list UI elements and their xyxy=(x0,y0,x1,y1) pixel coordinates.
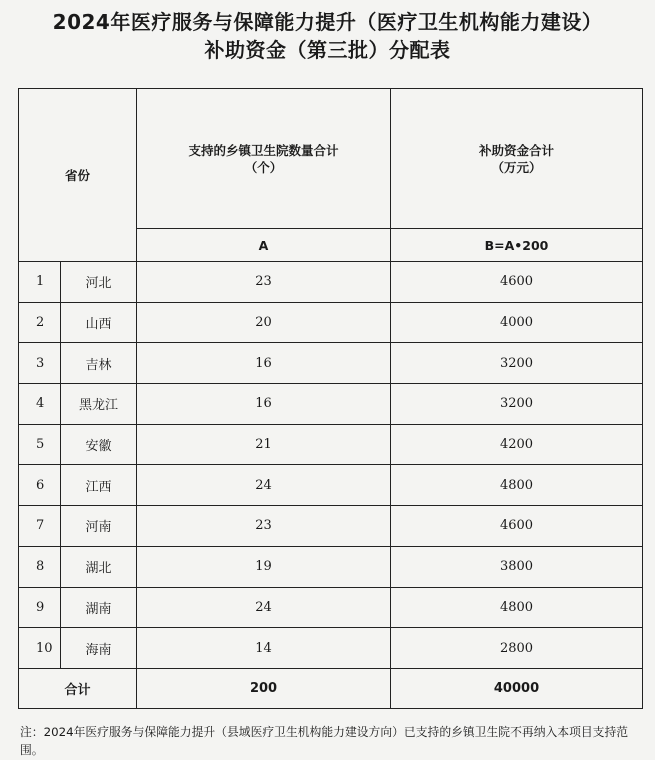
subsidy-amount: 3200 xyxy=(391,384,643,425)
table-row xyxy=(19,424,643,465)
row-number: 10 xyxy=(19,628,61,669)
subsidy-amount: 2800 xyxy=(391,628,643,669)
province-name: 河南 xyxy=(61,506,137,547)
row-number: 8 xyxy=(19,546,61,587)
table-row xyxy=(19,587,643,628)
subsidy-amount: 4200 xyxy=(391,424,643,465)
allocation-table xyxy=(18,88,643,709)
total-fund: 40000 xyxy=(391,668,643,708)
subsidy-amount: 3800 xyxy=(391,546,643,587)
row-number: 5 xyxy=(19,424,61,465)
township-count: 20 xyxy=(137,302,391,343)
document-title-line-2: 补助资金（第三批）分配表 xyxy=(204,38,451,62)
total-row xyxy=(19,668,643,708)
row-number: 1 xyxy=(19,262,61,303)
province-name: 湖南 xyxy=(61,587,137,628)
township-count: 24 xyxy=(137,465,391,506)
footnote: 注：2024年医疗服务与保障能力提升（县域医疗卫生机构能力建设方向）已支持的乡镇卫生院不再纳入本项目支持范围。 xyxy=(20,725,629,757)
header-count-label: 支持的乡镇卫生院数量合计 xyxy=(188,142,339,158)
header-fund-unit: （万元） xyxy=(491,159,542,175)
document-title-line-1: 2024年医疗服务与保障能力提升（医疗卫生机构能力建设） xyxy=(52,10,603,34)
table-row xyxy=(19,384,643,425)
province-name: 湖北 xyxy=(61,546,137,587)
header-fund-label: 补助资金合计 xyxy=(479,142,555,158)
province-name: 黑龙江 xyxy=(61,384,137,425)
total-label: 合计 xyxy=(19,668,137,708)
table-row xyxy=(19,506,643,547)
township-count: 23 xyxy=(137,262,391,303)
township-count: 24 xyxy=(137,587,391,628)
row-number: 2 xyxy=(19,302,61,343)
header-count xyxy=(137,89,391,229)
header-count-formula: A xyxy=(137,229,391,262)
province-name: 江西 xyxy=(61,465,137,506)
province-name: 吉林 xyxy=(61,343,137,384)
township-count: 14 xyxy=(137,628,391,669)
subsidy-amount: 4600 xyxy=(391,506,643,547)
header-count-unit: （个） xyxy=(244,159,283,175)
row-number: 6 xyxy=(19,465,61,506)
header-province: 省份 xyxy=(19,89,137,262)
subsidy-amount: 4000 xyxy=(391,302,643,343)
row-number: 9 xyxy=(19,587,61,628)
township-count: 16 xyxy=(137,343,391,384)
table-row xyxy=(19,628,643,669)
subsidy-amount: 4800 xyxy=(391,587,643,628)
province-name: 山西 xyxy=(61,302,137,343)
subsidy-amount: 3200 xyxy=(391,343,643,384)
header-fund xyxy=(391,89,643,229)
subsidy-amount: 4800 xyxy=(391,465,643,506)
row-number: 4 xyxy=(19,384,61,425)
province-name: 安徽 xyxy=(61,424,137,465)
township-count: 23 xyxy=(137,506,391,547)
table-row xyxy=(19,343,643,384)
township-count: 19 xyxy=(137,546,391,587)
table-row xyxy=(19,262,643,303)
table-row xyxy=(19,465,643,506)
township-count: 21 xyxy=(137,424,391,465)
table-row xyxy=(19,302,643,343)
township-count: 16 xyxy=(137,384,391,425)
province-name: 海南 xyxy=(61,628,137,669)
total-count: 200 xyxy=(137,668,391,708)
subsidy-amount: 4600 xyxy=(391,262,643,303)
province-name: 河北 xyxy=(61,262,137,303)
row-number: 3 xyxy=(19,343,61,384)
header-fund-formula: B=A•200 xyxy=(391,229,643,262)
table-row xyxy=(19,546,643,587)
row-number: 7 xyxy=(19,506,61,547)
